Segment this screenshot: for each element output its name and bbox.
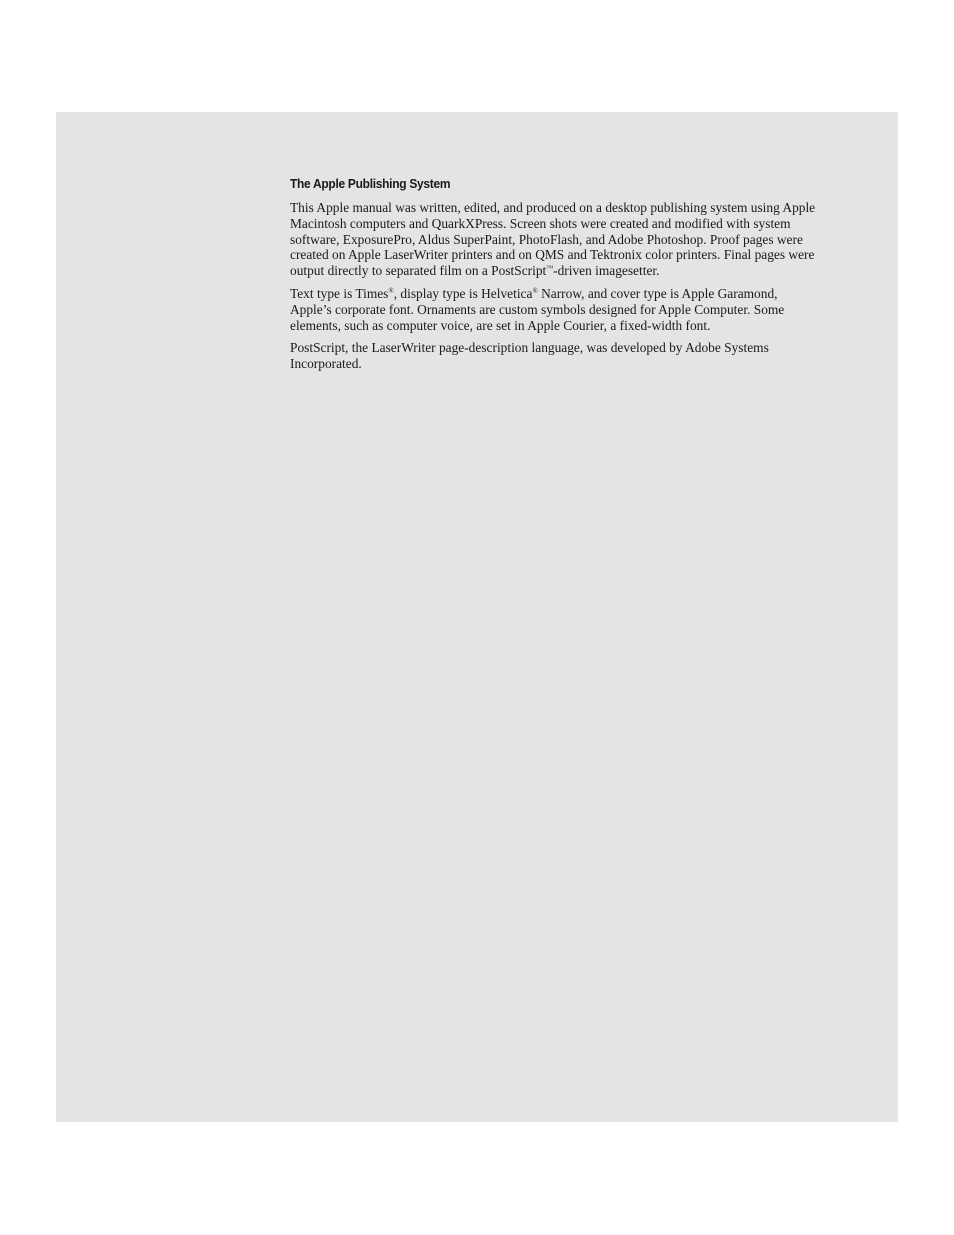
colophon-block (290, 175, 818, 379)
registered-symbol-times: ® (388, 286, 394, 295)
paragraph-postscript: PostScript, the LaserWriter page-description language, was developed by Adobe Systems Incorporated. (290, 340, 769, 372)
paragraph-typefaces-a: Text type is Times (290, 285, 389, 301)
registered-symbol-helvetica: ® (532, 286, 538, 295)
paragraph-typefaces (290, 286, 818, 333)
paragraph-production (290, 200, 818, 279)
paragraph-typefaces-c: Narrow, and cover type is Apple Garamond, Apple’s corporate font. Ornaments are custom symbols designed for Apple Computer. Some elements, such as computer voice, are set in Apple Courier, a fixed-width font. (290, 285, 785, 333)
paragraph-typefaces-b: , display type is Helvetica (393, 285, 533, 301)
colophon-heading: The Apple Publishing System (290, 176, 451, 191)
paragraph-production-text: This Apple manual was written, edited, and produced on a desktop publishing system using Apple Macintosh computers and QuarkXPress. Screen shots were created and modified with system software, ExposurePro, Aldus SuperPaint, PhotoFlash, and Adobe Photoshop. Proof pages were created on Apple LaserWriter printers and on QMS and Tektronix color printers. Final pages were output directly to separated film on a PostScript (290, 200, 816, 279)
paragraph-production-tail: -driven imagesetter. (553, 263, 660, 279)
trademark-symbol: ™ (546, 264, 554, 273)
